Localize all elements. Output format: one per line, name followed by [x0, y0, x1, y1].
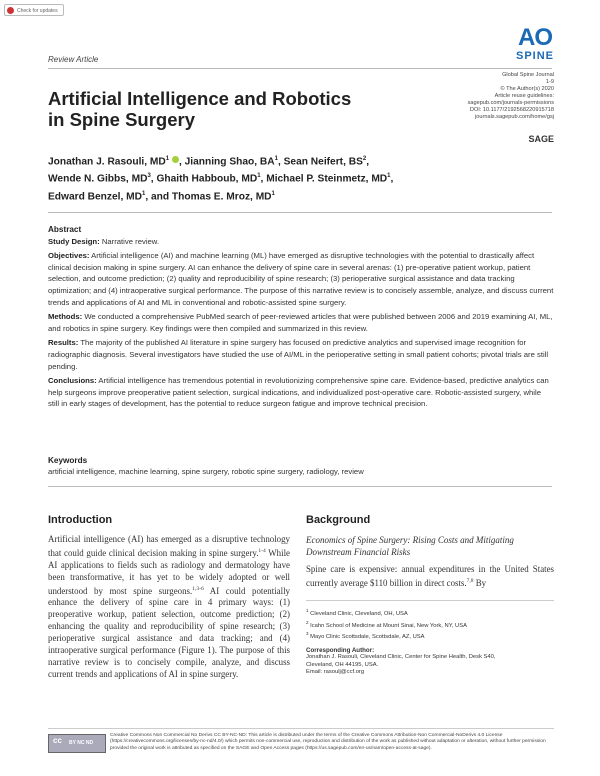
- author-list: Jonathan J. Rasouli, $MD^1$ , Jianning Shao, $BA^1$, Sean Neifert, $BS^2$, Wende N. Gibbs, $MD^3$, Ghaith Habboub, $MD^1$, Michael P. Steinmetz, $MD^1$, Edward Benzel, $MD^1$, and Thomas E. Mroz, $MD^1$: [48, 156, 394, 203]
- affiliation-item: [306, 630, 554, 642]
- conclusions-label: Conclusions:: [48, 376, 97, 386]
- article-title: [48, 88, 368, 130]
- affil-text: Cleveland Clinic, Cleveland, OH, USA: [310, 610, 408, 617]
- reuse-label: Article reuse guidelines:: [494, 93, 554, 99]
- title-line-1: Artificial Intelligence and Robotics: [48, 88, 352, 109]
- citation[interactable]: 1,3-6: [192, 585, 204, 592]
- introduction-section: [48, 514, 290, 681]
- cc-badge-terms: BY NC ND: [69, 740, 94, 746]
- reuse-link[interactable]: sagepub.com/journals-permissions: [467, 100, 554, 106]
- journal-logo: [510, 26, 560, 62]
- abstract-top-rule: [48, 212, 552, 213]
- background-paragraph: [306, 564, 554, 590]
- keywords-heading: Keywords: [48, 456, 88, 465]
- methods: [48, 311, 554, 334]
- journal-site-link[interactable]: journals.sagepub.com/home/gsj: [475, 114, 554, 120]
- results-label: Results:: [48, 338, 79, 348]
- results: [48, 337, 554, 372]
- logo-ao: AO: [518, 24, 552, 51]
- objectives-text: Artificial intelligence (AI) and machine learning (ML) have emerged as disruptive technologies with the potential to drastically affect clinical decision making in spine surgery. AI can enhance the delivery of spine care in several arenas: (1) pre-operative patient workup, patient selection, and outcome prediction; (2) quality and reproducibility of spine research; (3) perioperative surgical assistance and data tracking optimization; and (4) intraoperative surgical performance. The purpose of this narrative review is to concisely assemble, analyze, and discuss current trends and applications of AI and ML in conventional and robotic-assisted spine surgery.: [48, 251, 554, 307]
- author-affil: 3: [147, 173, 151, 180]
- study-design-text: Narrative review.: [101, 236, 160, 246]
- author-affil: 1: [387, 173, 391, 180]
- affil-text: Mayo Clinic Scottsdale, Scottsdale, AZ, USA: [310, 633, 425, 640]
- results-text: The majority of the published AI literature in spine surgery has focused on predictive analytics and supervised image recognition for radiographic diagnosis. Several investigators have studied the use of AI/ML in the perioperative setting in small patient cohorts; pivotal trials are still pending.: [48, 338, 549, 371]
- affil-number: 2: [306, 619, 309, 625]
- corresponding-email[interactable]: Email: rasoulj@ccf.org: [306, 669, 365, 676]
- citation[interactable]: 1-4: [258, 547, 266, 554]
- background-text: Spine care is expensive: annual expenditures in the United States currently average $110 billion in direct costs.: [306, 564, 554, 588]
- keywords-text: artificial intelligence, machine learning, spine surgery, robotic spine surgery, radiology, review: [48, 467, 364, 476]
- publisher-logo: SAGE: [528, 134, 554, 144]
- abstract: [48, 224, 554, 410]
- background-subheading: Economics of Spine Surgery: Rising Costs and Mitigating Downstream Financial Risks: [306, 535, 514, 557]
- objectives-label: Objectives:: [48, 251, 90, 261]
- copyright: © The Author(s) 2020: [500, 86, 554, 92]
- orcid-icon[interactable]: [172, 156, 179, 163]
- cc-license-badge[interactable]: [48, 734, 106, 753]
- author-name: Edward Benzel, MD: [48, 191, 142, 203]
- affil-text: Icahn School of Medicine at Mount Sinai, New York, NY, USA: [310, 622, 467, 629]
- intro-text-1: Artificial intelligence (AI) has emerged as a disruptive technology that could guide clinical decision making in spine surgery.: [48, 534, 290, 558]
- conclusions-text: Artificial intelligence has tremendous potential in revolutionizing comprehensive spine care. Evidence-based, predictive analytics can help surgeons improve preoperative patient selection, surgical indications, and individualized post-operative care. Robotic-assisted surgery, while still in early stages of development, has the potential to reduce surgeon fatigue and improve technical precision.: [48, 376, 549, 409]
- author-affil: 1: [257, 173, 261, 180]
- methods-label: Methods:: [48, 312, 83, 322]
- conclusions: [48, 375, 554, 410]
- author-affil: 1: [165, 156, 170, 162]
- journal-meta: [468, 72, 554, 121]
- title-line-2: in Spine Surgery: [48, 109, 196, 130]
- author-name: Thomas E. Mroz, MD: [171, 191, 272, 203]
- check-updates-label: Check for updates: [17, 8, 58, 14]
- background-text-end: By: [473, 577, 487, 588]
- author-name: Jianning Shao, BA: [184, 156, 275, 168]
- doi[interactable]: DOI: 10.1177/2192568220915718: [469, 107, 554, 113]
- study-design: [48, 236, 554, 248]
- update-icon: [7, 7, 14, 14]
- affiliation-item: [306, 619, 554, 631]
- keywords: [48, 455, 554, 477]
- corresponding-line-2: Cleveland, OH 44195, USA.: [306, 661, 379, 668]
- affiliation-item: [306, 607, 554, 619]
- author-name: Sean Neifert, BS: [283, 156, 363, 168]
- introduction-paragraph: [48, 534, 290, 681]
- license-footer: [48, 728, 554, 752]
- author-affil: 1: [141, 190, 146, 197]
- methods-text: We conducted a comprehensive PubMed search of peer-reviewed articles that were published between 2006 and 2019 examining AI, ML, and robotics in spine surgery. Key findings were then compiled and summarized in this review.: [48, 312, 553, 333]
- license-text: Creative Commons Non Commercial No Derivs CC BY-NC-ND: This article is distributed under the terms of the Creative Commons Attribution-Non Commercial-NoDerivs 4.0 License (https://creativecommons.org/licenses/by-nc-nd/4.0/) which permits non-commercial use, reproduction and distribution of the work as published without adaptation or alteration, without further permission provided the original work is attributed as specified on the SAGE and Open Access pages (https://us.sagepub.com/en-us/nam/open-access-at-sage).: [110, 733, 546, 751]
- intro-text-3: AI could potentially enhance the delivery of spine care in 4 primary ways: (1) preoperative workup, patient selection, outcome prediction; (2) enhancing the quality and reproducibility of spine research; (3) perioperative surgical assistance and data tracking; and (4) intraoperative surgical performance (Figure 1). The purpose of this narrative review is to concisely compile, analyze, and discuss current trends and applications of AI in spine surgery.: [48, 585, 290, 679]
- intro-text-2: While AI applications to fields such as radiology and dermatology have been transformative, it has yet to be widely adopted or well understood by most spine surgeons.: [48, 547, 290, 596]
- check-for-updates-badge[interactable]: [4, 4, 64, 16]
- study-design-label: Study Design:: [48, 236, 100, 246]
- corresponding-line-1: Jonathan J. Rasouli, Cleveland Clinic, Center for Spine Health, Desk S40,: [306, 654, 496, 661]
- author-name: Wende N. Gibbs, MD: [48, 173, 148, 185]
- abstract-bottom-rule: [48, 486, 552, 487]
- affil-number: 1: [306, 608, 309, 613]
- affiliations: [306, 600, 554, 677]
- objectives: [48, 250, 554, 308]
- author-name: Michael P. Steinmetz, MD: [266, 173, 388, 185]
- journal-name: Global Spine Journal: [502, 72, 554, 78]
- logo-spine: SPINE: [515, 50, 554, 62]
- author-affil: 1: [274, 156, 278, 162]
- author-name: Jonathan J. Rasouli, MD: [48, 156, 166, 168]
- background-heading: Background: [306, 514, 371, 526]
- affil-number: 3: [306, 631, 309, 637]
- article-type: Review Article: [48, 55, 99, 64]
- author-affil: 2: [362, 156, 367, 162]
- page-range: 1-9: [545, 79, 554, 85]
- background-section: [306, 514, 554, 590]
- citation[interactable]: 7,8: [466, 577, 474, 584]
- author-affil: 1: [271, 190, 275, 197]
- author-name: Ghaith Habboub, MD: [156, 173, 258, 185]
- introduction-heading: Introduction: [48, 514, 113, 526]
- corresponding-heading: Corresponding Author:: [306, 646, 375, 654]
- abstract-heading: Abstract: [48, 225, 82, 234]
- cc-badge-label: cc: [53, 736, 62, 745]
- header-rule: [48, 68, 552, 69]
